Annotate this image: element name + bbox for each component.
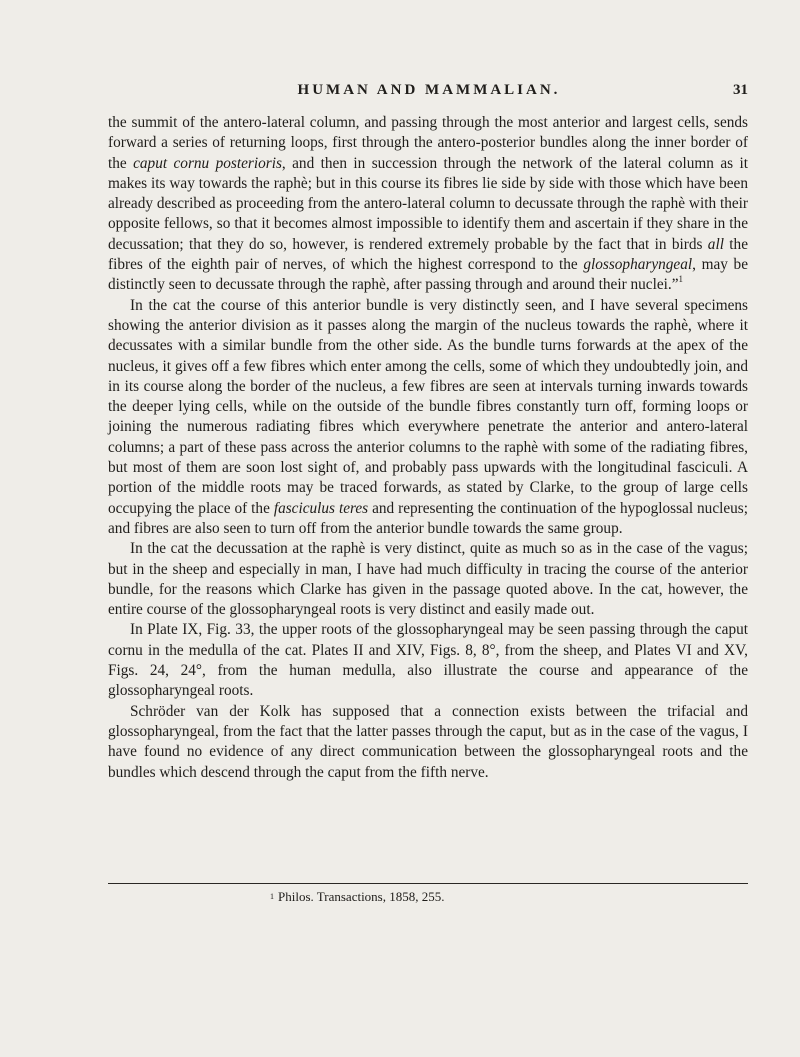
italic-term: fasciculus teres xyxy=(273,499,369,517)
text-run: the fibres of the eighth pair of nerves, of which the highest correspond to the xyxy=(108,235,748,274)
paragraph xyxy=(108,620,748,701)
text-run: , and then in succession through the network of the lateral column as it makes its way towards the raphè; but in this course its fibres lie side by side with those which have been already described as proceeding from the antero-lateral column to decussate through the raphè with their opposite fellows, so that it becomes almost impossible to identify them and ascertain if they share in the decussation; that they do so, however, is rendered extremely probable by the fact that in birds xyxy=(108,154,748,253)
italic-term: glossopharyngeal xyxy=(583,256,693,274)
italic-term: caput cornu posterioris xyxy=(133,154,282,172)
paragraph xyxy=(108,113,748,296)
paragraph xyxy=(108,702,748,783)
text-run: the summit of the antero-lateral column, and passing through the most anterior and largest cells, sends forward a series of returning loops, first through the antero-posterior bundles along the inner border of the xyxy=(108,114,748,172)
paragraph xyxy=(108,296,748,540)
body-text xyxy=(108,113,748,783)
italic-term: all xyxy=(707,235,724,253)
running-title: HUMAN AND MAMMALIAN. xyxy=(297,82,561,98)
text-run: In Plate IX, Fig. 33, the upper roots of the glossopharyngeal may be seen passing through the caput cornu in the medulla of the cat. Plates II and XIV, Figs. 8, 8°, from the sheep, and Plates VI and XV, Figs. 24, 24°, from the human medulla, also illustrate the course and appearance of the glossopharyngeal roots. xyxy=(108,621,748,700)
page-header xyxy=(110,82,748,104)
text-run: In the cat the decussation at the raphè is very distinct, quite as much so as in the case of the vagus; but in the sheep and especially in man, I have had much difficulty in tracing the course of the anterior bundle, for the reasons which Clarke has given in the passage quoted above. In the cat, however, the entire course of the glossopharyngeal roots is very distinct and easily made out. xyxy=(108,540,748,619)
footnote-text: Philos. Transactions, 1858, 255. xyxy=(278,889,445,904)
text-run: , may be distinctly seen to decussate through the raphè, after passing through and around their nuclei.” xyxy=(108,256,748,294)
text-run: In the cat the course of this anterior bundle is very distinctly seen, and I have several specimens showing the anterior division as it passes along the margin of the nucleus towards the raphè, where it decussates with a similar bundle from the other side. As the bundle turns forwards at the apex of the nucleus, it gives off a few fibres which enter among the cells, some of which they undoubtedly join, and in its course along the border of the nucleus, a few fibres are seen at intervals turning inwards towards the deeper lying cells, while on the outside of the bundle fibres constantly turn off, forming loops or joining the numerous radiating fibres which everywhere penetrate the anterior and antero-lateral columns; a part of these pass across the anterior columns to the raphè with some of the radiating fibres, but most of them are soon lost sight of, and probably pass upwards with the longitudinal fasciculi. A portion of the middle roots may be traced forwards, as stated by Clarke, to the group of large cells occupying the place of the xyxy=(108,296,748,517)
text-run: Schröder van der Kolk has supposed that a connection exists between the trifacial and glossopharyngeal, from the fact that the latter passes through the caput, but as in the case of the vagus, I have found no evidence of any direct communication between the glossopharyngeal roots and the bundles which descend through the caput from the fifth nerve. xyxy=(108,702,748,781)
footnote-reference: 1 xyxy=(678,274,683,285)
page-number: 31 xyxy=(733,82,748,98)
text-run: and representing the continuation of the hypoglossal nucleus; and fibres are also seen to turn off from the anterior bundle towards the same group. xyxy=(108,499,749,537)
paragraph xyxy=(108,539,748,620)
footnote-divider xyxy=(108,883,748,884)
footnote-marker: 1 xyxy=(270,892,274,901)
footnote xyxy=(270,889,445,905)
